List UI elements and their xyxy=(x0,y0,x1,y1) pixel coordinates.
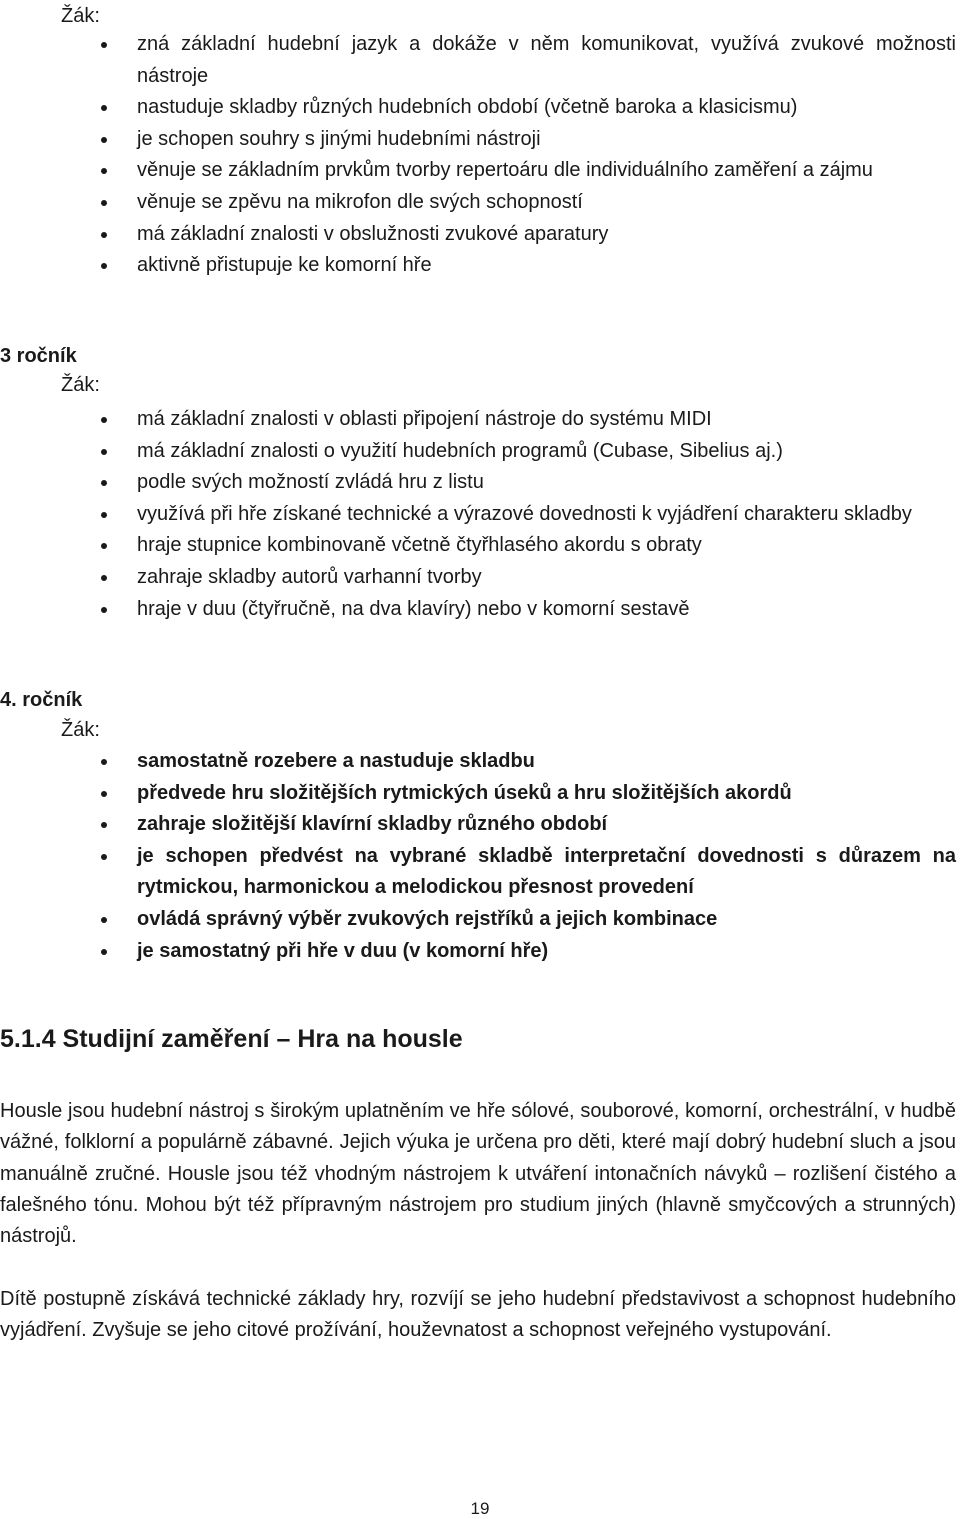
list-item: věnuje se základním prvkům tvorby repertoáru dle individuálního zaměření a zájmu xyxy=(0,155,960,187)
list-item: je schopen souhry s jinými hudebními nástroji xyxy=(0,124,960,156)
pupil-label: Žák: xyxy=(61,719,100,741)
list-item: je samostatný při hře v duu (v komorní hře) xyxy=(0,936,960,968)
list-item: nastuduje skladby různých hudebních období (včetně baroka a klasicismu) xyxy=(0,92,960,124)
bullet-icon xyxy=(101,417,107,423)
pupil-label: Žák: xyxy=(61,374,100,396)
list-item: hraje v duu (čtyřručně, na dva klavíry) nebo v komorní sestavě xyxy=(0,594,960,626)
paragraph: Dítě postupně získává technické základy hry, rozvíjí se jeho hudební představivost a schopnost hudebního vyjádření. Zvyšuje se jeho citové prožívání, houževnatost a schopnost veřejného vystupování. xyxy=(0,1288,956,1342)
bullet-icon xyxy=(101,449,107,455)
bullet-icon xyxy=(101,42,107,48)
list-item: ovládá správný výběr zvukových rejstříků a jejich kombinace xyxy=(0,904,960,936)
page-number: 19 xyxy=(470,1499,490,1518)
bullet-icon xyxy=(101,105,107,111)
year-3-heading: 3 ročník xyxy=(0,345,77,367)
bullet-list xyxy=(0,404,960,625)
list-item: má základní znalosti v obslužnosti zvukové aparatury xyxy=(0,219,960,251)
bullet-icon xyxy=(101,543,107,549)
bullet-list xyxy=(0,29,960,282)
list-item: věnuje se zpěvu na mikrofon dle svých schopností xyxy=(0,187,960,219)
list-item: zahraje skladby autorů varhanní tvorby xyxy=(0,562,960,594)
section-title: 5.1.4 Studijní zaměření – Hra na housle xyxy=(0,1025,463,1053)
bullet-icon xyxy=(101,759,107,765)
list-item: má základní znalosti v oblasti připojení nástroje do systému MIDI xyxy=(0,404,960,436)
list-item: předvede hru složitějších rytmických úseků a hru složitějších akordů xyxy=(0,778,960,810)
bullet-icon xyxy=(101,512,107,518)
year-4-heading: 4. ročník xyxy=(0,689,83,711)
bullet-icon xyxy=(101,949,107,955)
bullet-icon xyxy=(101,168,107,174)
list-item: využívá při hře získané technické a výrazové dovednosti k vyjádření charakteru skladby xyxy=(0,499,960,531)
list-item: podle svých možností zvládá hru z listu xyxy=(0,467,960,499)
bullet-icon xyxy=(101,480,107,486)
list-item: aktivně přistupuje ke komorní hře xyxy=(0,250,960,282)
list-item: má základní znalosti o využití hudebních programů (Cubase, Sibelius aj.) xyxy=(0,436,960,468)
bullet-icon xyxy=(101,137,107,143)
paragraph: Housle jsou hudební nástroj s širokým uplatněním ve hře sólové, souborové, komorní, orchestrální, v hudbě vážné, folklorní a populárně zábavné. Jejich výuka je určena pro děti, které mají dobrý hudební sluch a jsou manuálně zručné. Housle jsou též vhodným nástrojem k utváření intonačních návyků – rozlišení čistého a falešného tónu. Mohou být též přípravným nástrojem pro studium jiných (hlavně smyčcových a strunných) nástrojů. xyxy=(0,1100,956,1248)
pupil-label: Žák: xyxy=(61,5,100,27)
bullet-icon xyxy=(101,232,107,238)
bullet-icon xyxy=(101,607,107,613)
bullet-icon xyxy=(101,854,107,860)
list-item: samostatně rozebere a nastuduje skladbu xyxy=(0,746,960,778)
bullet-icon xyxy=(101,200,107,206)
bullet-icon xyxy=(101,917,107,923)
bullet-icon xyxy=(101,822,107,828)
list-item: zahraje složitější klavírní skladby různého období xyxy=(0,809,960,841)
list-item: hraje stupnice kombinovaně včetně čtyřhlasého akordu s obraty xyxy=(0,530,960,562)
bullet-icon xyxy=(101,575,107,581)
bullet-list xyxy=(0,746,960,967)
bullet-icon xyxy=(101,263,107,269)
list-item: je schopen předvést na vybrané skladbě interpretační dovednosti s důrazem na rytmickou, harmonickou a melodickou přesnost provedení xyxy=(0,841,960,904)
bullet-icon xyxy=(101,791,107,797)
list-item: zná základní hudební jazyk a dokáže v něm komunikovat, využívá zvukové možnosti nástroje xyxy=(0,29,960,92)
